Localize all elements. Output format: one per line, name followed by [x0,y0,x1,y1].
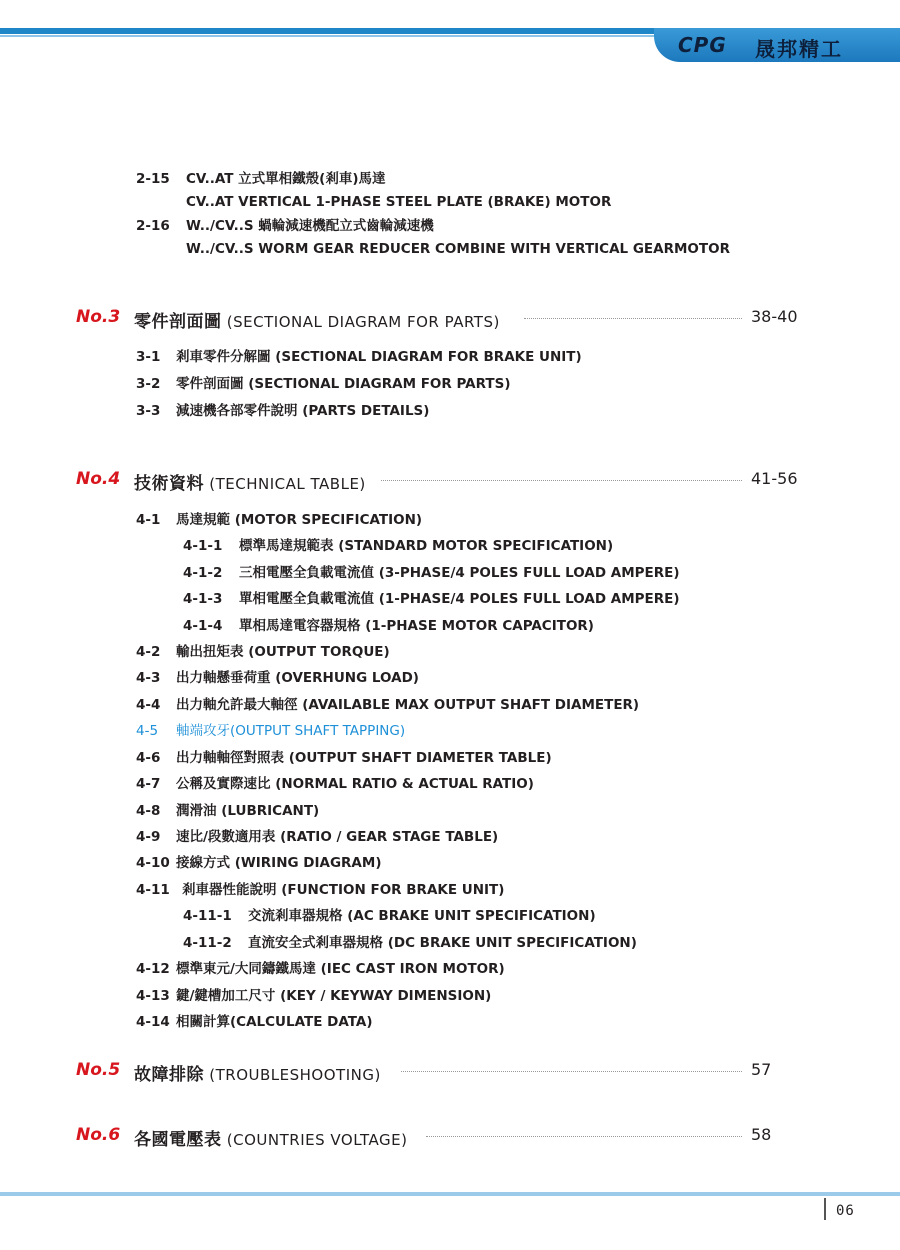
section-title-zh: 各國電壓表 [134,1130,222,1150]
item-number: 4-1-1 [183,538,223,554]
section-title-en: (COUNTRIES VOLTAGE) [226,1131,408,1149]
item-text: 相關計算(CALCULATE DATA) [176,1014,373,1030]
leader-dots [524,318,742,319]
section-page: 58 [751,1125,772,1144]
leader-dots [426,1136,742,1137]
item-number: 4-10 [136,855,170,871]
item-text: 減速機各部零件說明 (PARTS DETAILS) [176,403,430,419]
item-number: 3-2 [136,376,161,392]
section-header [76,1060,806,1084]
item-number: 3-1 [136,349,161,365]
item-text: 馬達規範 (MOTOR SPECIFICATION) [176,512,423,528]
page-number: 06 [836,1203,855,1219]
item-text: 公稱及實際速比 (NORMAL RATIO & ACTUAL RATIO) [176,776,534,792]
section-title-en: (SECTIONAL DIAGRAM FOR PARTS) [226,313,500,331]
item-text: 單相電壓全負載電流值 (1-PHASE/4 POLES FULL LOAD AMPERE) [239,591,680,607]
item-text: 潤滑油 (LUBRICANT) [176,803,320,819]
item-text: 出力軸懸垂荷重 (OVERHUNG LOAD) [176,670,419,686]
item-text: W../CV..S 蝸輪減速機配立式齒輪減速機 [186,218,434,234]
section-page: 38-40 [751,307,798,326]
item-text: 出力軸軸徑對照表 (OUTPUT SHAFT DIAMETER TABLE) [176,750,552,766]
section-header [76,469,806,493]
item-text: 標準馬達規範表 (STANDARD MOTOR SPECIFICATION) [239,538,614,554]
item-text: 輸出扭矩表 (OUTPUT TORQUE) [176,644,390,660]
brand-logo: CPG [678,33,727,57]
item-number: 3-3 [136,403,161,419]
item-number: 4-11-1 [183,908,232,924]
section-title-en: (TECHNICAL TABLE) [209,475,366,493]
section-page: 41-56 [751,469,798,488]
item-number: 4-12 [136,961,170,977]
item-number: 4-6 [136,750,161,766]
item-text: 三相電壓全負載電流值 (3-PHASE/4 POLES FULL LOAD AMPERE) [239,565,680,581]
item-text: 鍵/鍵槽加工尺寸 (KEY / KEYWAY DIMENSION) [176,988,492,1004]
leader-dots [381,480,742,481]
item-number: 4-5 [136,723,159,739]
item-text: 速比/段數適用表 (RATIO / GEAR STAGE TABLE) [176,829,499,845]
section-page: 57 [751,1060,772,1079]
item-number: 4-7 [136,776,161,792]
item-number: 4-2 [136,644,161,660]
item-number: 4-14 [136,1014,170,1030]
item-text: 出力軸允許最大軸徑 (AVAILABLE MAX OUTPUT SHAFT DIAMETER) [176,697,640,713]
item-text: 剎車器性能說明 (FUNCTION FOR BRAKE UNIT) [182,882,505,898]
page-number-divider [824,1198,826,1220]
footer-stripe [0,1192,900,1196]
section-number: No.3 [76,307,121,327]
section-title-zh: 故障排除 [134,1065,204,1085]
item-text: 剎車零件分解圖 (SECTIONAL DIAGRAM FOR BRAKE UNIT) [176,349,582,365]
item-number: 4-1-2 [183,565,223,581]
item-text: 單相馬達電容器規格 (1-PHASE MOTOR CAPACITOR) [239,618,594,634]
item-number: 4-9 [136,829,161,845]
section-header [76,307,806,331]
section-title [134,307,500,332]
section-number: No.5 [76,1060,121,1080]
item-number: 4-11-2 [183,935,232,951]
section-title [134,1060,381,1085]
item-text: CV..AT VERTICAL 1-PHASE STEEL PLATE (BRAKE) MOTOR [186,194,612,210]
item-number: 4-1-3 [183,591,223,607]
section-title-zh: 技術資料 [134,474,204,494]
section-title [134,1125,407,1150]
item-number: 4-4 [136,697,161,713]
item-number: 4-11 [136,882,170,898]
item-text: 零件剖面圖 (SECTIONAL DIAGRAM FOR PARTS) [176,376,511,392]
company-name: 晟邦精工 [755,37,843,61]
item-text[interactable]: 軸端攻牙(OUTPUT SHAFT TAPPING) [176,723,406,739]
section-title-zh: 零件剖面圖 [134,312,222,332]
section-header [76,1125,806,1149]
item-number: 4-1 [136,512,161,528]
header-stripe-light [0,35,660,37]
section-number: No.4 [76,469,121,489]
leader-dots [401,1071,742,1072]
item-number: 2-15 [136,171,170,187]
item-number: 2-16 [136,218,170,234]
item-text: 接線方式 (WIRING DIAGRAM) [176,855,382,871]
section-number: No.6 [76,1125,121,1145]
item-text: 直流安全式剎車器規格 (DC BRAKE UNIT SPECIFICATION) [248,935,637,951]
item-number: 4-1-4 [183,618,223,634]
item-text: CV..AT 立式單相鐵殼(剎車)馬達 [186,171,386,187]
item-number: 4-13 [136,988,170,1004]
section-title-en: (TROUBLESHOOTING) [209,1066,381,1084]
item-number: 4-3 [136,670,161,686]
item-text: 標準東元/大同鑄鐵馬達 (IEC CAST IRON MOTOR) [176,961,505,977]
item-text: W../CV..S WORM GEAR REDUCER COMBINE WITH VERTICAL GEARMOTOR [186,241,730,257]
item-text: 交流剎車器規格 (AC BRAKE UNIT SPECIFICATION) [248,908,596,924]
item-number: 4-8 [136,803,161,819]
section-title [134,469,366,494]
